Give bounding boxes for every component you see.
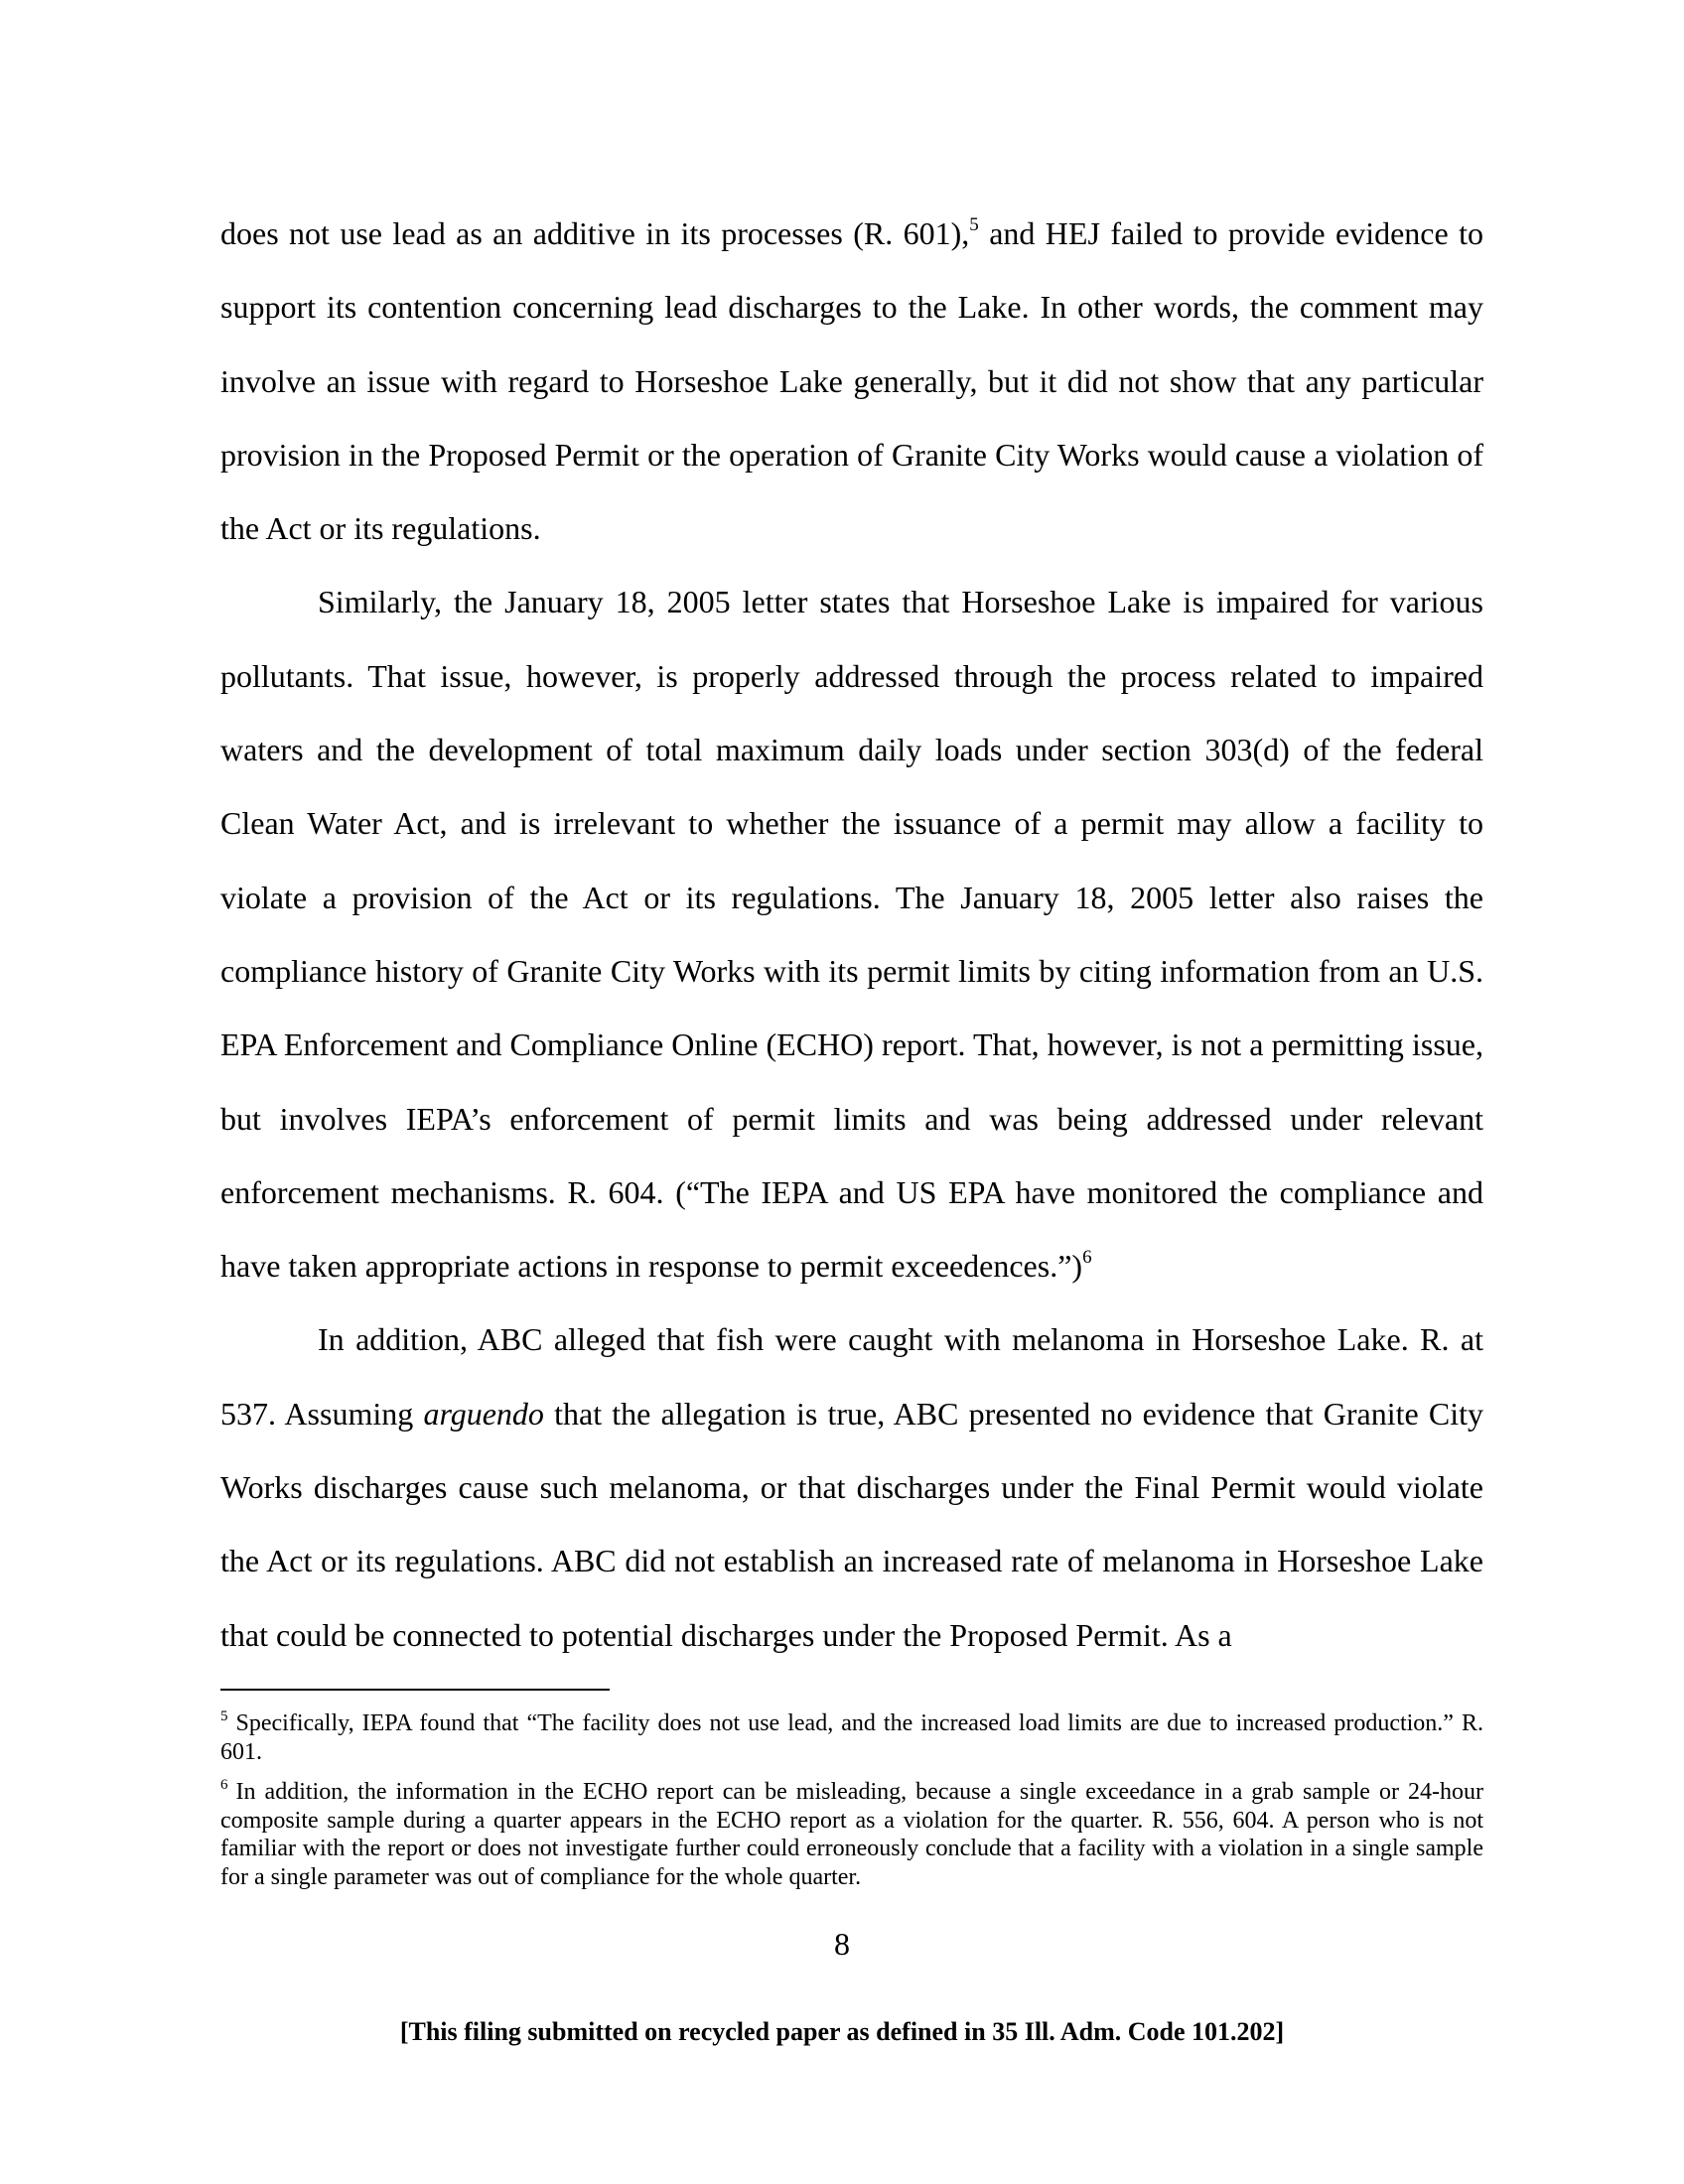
footnotes — [220, 1709, 1483, 1903]
footnote-ref-6: 6 — [1082, 1247, 1092, 1269]
paragraph-1 — [220, 197, 1483, 565]
paragraph-2 — [220, 565, 1483, 1302]
paragraph-3 — [220, 1302, 1483, 1671]
footnote-text: Specifically, IEPA found that “The facility does not use lead, and the increased load limits are due to increased production.” R. 601. — [220, 1710, 1483, 1765]
paragraph-2-text: Similarly, the January 18, 2005 letter states that Horseshoe Lake is impaired for various pollutants. That issue, however, is properly addressed through the process related to impaired waters and the development of total maximum daily loads under section 303(d) of the federal Clean Water Act, and is irrelevant to whether the issuance of a permit may allow a facility to violate a provision of the Act or its regulations. The January 18, 2005 letter also raises the compliance history of Granite City Works with its permit limits by citing information from an U.S. EPA Enforcement and Compliance Online (ECHO) report. That, however, is not a permitting issue, but involves IEPA’s enforcement of permit limits and was being addressed under relevant enforcement mechanisms. R. 604. (“The IEPA and US EPA have monitored the compliance and have taken appropriate actions in response to permit exceedences.”) — [220, 584, 1483, 1285]
body-text — [220, 197, 1483, 1672]
footnote-number: 5 — [220, 1708, 228, 1724]
page-number: 8 — [834, 1926, 850, 1962]
footnote-ref-5: 5 — [969, 214, 979, 235]
footnote-text: In addition, the information in the ECHO report can be misleading, because a single exceedance in a grab sample or 24-hour composite sample during a quarter appears in the ECHO report as a violation for the quarter. R. 556, 604. A person who is not familiar with the report or does not investigate further could erroneously conclude that a facility with a violation in a single sample for a single parameter was out of compliance for the whole quarter. — [220, 1779, 1483, 1890]
footnote-separator — [220, 1689, 610, 1691]
paragraph-1-text-a: does not use lead as an additive in its processes (R. 601), — [220, 215, 970, 251]
footnote-5 — [220, 1709, 1483, 1766]
paragraph-3-text-b: that the allegation is true, ABC presented no evidence that Granite City Works discharges cause such melanoma, or that discharges under the Final Permit would violate the Act or its regulations. ABC did not establish an increased rate of melanoma in Horseshoe Lake that could be connected to potential discharges under the Proposed Permit. As a — [220, 1395, 1484, 1653]
footnote-number: 6 — [220, 1777, 228, 1793]
footer-notice: [This filing submitted on recycled paper as defined in 35 Ill. Adm. Code 101.202] — [399, 2017, 1285, 2046]
paragraph-3-italic: arguendo — [423, 1395, 544, 1432]
footnote-6 — [220, 1778, 1483, 1891]
paragraph-1-text-b: and HEJ failed to provide evidence to support its contention concerning lead discharges to the Lake. In other words, the comment may involve an issue with regard to Horseshoe Lake generally, but it did not show that any particular provision in the Proposed Permit or the operation of Granite City Works would cause a violation of the Act or its regulations. — [220, 215, 1484, 547]
paragraph-3-text-a: In addition, ABC alleged that fish were caught with melanoma in Horseshoe Lake. R. at 537. Assuming — [220, 1321, 1483, 1432]
